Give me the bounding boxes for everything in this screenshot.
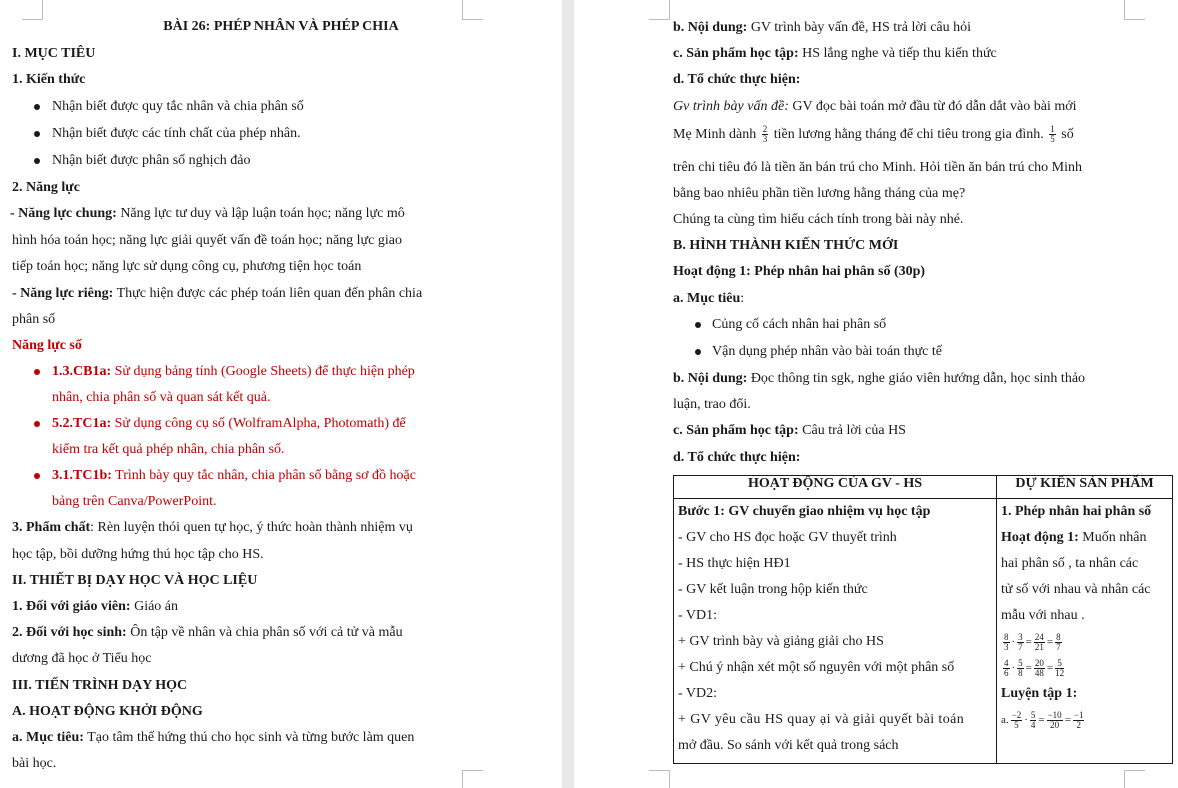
qualities-cont: học tập, bồi dưỡng hứng thú học tập cho HS.: [12, 547, 264, 562]
bullet: [695, 349, 701, 355]
fraction: $\frac{1}{5}$: [1050, 124, 1055, 145]
crop-mark: [1124, 0, 1145, 20]
bullet: [34, 421, 40, 427]
crop-mark: [462, 770, 483, 788]
table-line: Hoạt động 1: Muốn nhân: [1001, 530, 1147, 545]
content-b: b. Nội dung: GV trình bày vấn đề, HS trả lời câu hỏi: [673, 20, 972, 35]
bullet: [34, 131, 40, 137]
specific-competence: - Năng lực riêng: Thực hiện được các phép toán liên quan đến phân chia: [12, 286, 423, 301]
bullet: [34, 369, 40, 375]
table-line: mẫu với nhau .: [1001, 608, 1085, 623]
table-line: Bước 1: GV chuyển giao nhiệm vụ học tập: [678, 504, 931, 519]
general-competence-cont: hình hóa toán học; năng lực giải quyết vấn đề toán học; năng lực giao: [12, 233, 402, 248]
table-line: hai phân số , ta nhân các: [1001, 556, 1139, 571]
crop-mark: [649, 0, 670, 20]
content-b2-cont: luận, trao đổi.: [673, 397, 751, 412]
knowledge-item: Nhận biết được các tính chất của phép nhân.: [52, 126, 301, 141]
crop-mark: [649, 770, 670, 788]
specific-competence-cont: phân số: [12, 312, 56, 327]
table-line: - GV kết luận trong hộp kiến thức: [678, 582, 868, 597]
organization-d: d. Tổ chức thực hiện:: [673, 72, 801, 87]
digital-item-cont: nhân, chia phân số và quan sát kết quả.: [52, 390, 271, 405]
table-line: + GV yêu cầu HS quay ại và giải quyết bài toán: [678, 712, 965, 727]
left-page: [0, 0, 562, 788]
table-cell-products: [997, 499, 1173, 764]
objective-item: Củng cố cách nhân hai phân số: [712, 317, 887, 332]
crop-mark: [462, 0, 483, 20]
product-c2: c. Sản phẩm học tập: Câu trả lời của HS: [673, 423, 906, 438]
table-line: Luyện tập 1:: [1001, 686, 1078, 701]
general-competence: - Năng lực chung: Năng lực tư duy và lập luận toán học; năng lực mô: [10, 206, 405, 221]
warmup-objective-cont: bài học.: [12, 756, 57, 771]
activity-1-title: Hoạt động 1: Phép nhân hai phân số (30p): [673, 264, 926, 279]
table-line: - HS thực hiện HĐ1: [678, 556, 791, 571]
student-materials-cont: dương đã học ở Tiểu học: [12, 651, 152, 666]
general-competence-cont: tiếp toán học; năng lực sử dụng công cụ, phương tiện học toán: [12, 259, 362, 274]
section-objectives: I. MỤC TIÊU: [12, 46, 96, 61]
table-line: + Chú ý nhận xét một số nguyên với một phân số: [678, 660, 955, 675]
digital-item: 5.2.TC1a: Sử dụng công cụ số (WolframAlpha, Photomath) để: [52, 416, 406, 431]
table-line: - VD1:: [678, 608, 718, 623]
digital-item: 3.1.TC1b: Trình bày quy tắc nhân, chia phân số bằng sơ đồ hoặc: [52, 468, 416, 483]
bullet: [34, 104, 40, 110]
section-process: III. TIẾN TRÌNH DẠY HỌC: [12, 678, 188, 693]
digital-item: 1.3.CB1a: Sử dụng bảng tính (Google Sheets) để thực hiện phép: [52, 364, 415, 379]
heading-warmup: A. HOẠT ĐỘNG KHỞI ĐỘNG: [12, 704, 203, 719]
problem-line-1: Mẹ Minh dành $\frac{2}{3}$ tiền lương hằng tháng để chi tiêu trong gia đình. $\frac{1}{5}$ số: [673, 124, 1074, 145]
warmup-objective: a. Mục tiêu: Tạo tâm thế hứng thú cho học sinh và từng bước làm quen: [12, 730, 415, 745]
lesson-title: BÀI 26: PHÉP NHÂN VÀ PHÉP CHIA: [163, 19, 399, 34]
organization-d2: d. Tổ chức thực hiện:: [673, 450, 801, 465]
problem-line-3: bằng bao nhiêu phần tiền lương hằng tháng của mẹ?: [673, 186, 966, 201]
knowledge-item: Nhận biết được quy tắc nhân và chia phân số: [52, 99, 304, 114]
product-c: c. Sản phẩm học tập: HS lắng nghe và tiếp thu kiến thức: [673, 46, 997, 61]
math-exercise: a. $\frac{-2}{5}$ · $\frac{5}{4}$ = $\frac{-10}{20}$ = $\frac{-1}{2}$: [1001, 709, 1084, 730]
student-materials: 2. Đối với học sinh: Ôn tập về nhân và chia phân số với cả tử và mẫu: [12, 625, 403, 640]
section-new-knowledge: B. HÌNH THÀNH KIẾN THỨC MỚI: [673, 238, 899, 253]
crop-mark: [1124, 770, 1145, 788]
table-header: HOẠT ĐỘNG CỦA GV - HS: [674, 476, 997, 499]
knowledge-item: Nhận biết được phân số nghịch đảo: [52, 153, 251, 168]
activity-table: [673, 475, 1173, 764]
crop-mark: [22, 0, 43, 20]
table-line: + GV trình bày và giảng giải cho HS: [678, 634, 884, 649]
content-b2: b. Nội dung: Đọc thông tin sgk, nghe giáo viên hướng dẫn, học sinh thảo: [673, 371, 1086, 386]
heading-knowledge: 1. Kiến thức: [12, 72, 86, 87]
bullet: [34, 473, 40, 479]
digital-item-cont: bảng trên Canva/PowerPoint.: [52, 494, 217, 509]
heading-digital-competence: Năng lực số: [12, 338, 82, 353]
bullet: [695, 322, 701, 328]
teacher-presents: Gv trình bày vấn đề: GV đọc bài toán mở đầu từ đó dẫn dắt vào bài mới: [673, 99, 1077, 114]
table-line: - GV cho HS đọc hoặc GV thuyết trình: [678, 530, 897, 545]
table-header: DỰ KIẾN SẢN PHẨM: [997, 476, 1173, 499]
problem-line-2: trên chi tiêu đó là tiền ăn bán trú cho Minh. Hỏi tiền ăn bán trú cho Minh: [673, 160, 1083, 175]
teacher-materials: 1. Đối với giáo viên: Giáo án: [12, 599, 179, 614]
section-equipment: II. THIẾT BỊ DẠY HỌC VÀ HỌC LIỆU: [12, 573, 258, 588]
bullet: [34, 158, 40, 164]
digital-item-cont: kiểm tra kết quả phép nhân, chia phân số.: [52, 442, 285, 457]
objective-item: Vận dụng phép nhân vào bài toán thực tế: [712, 344, 942, 359]
objective-a: a. Mục tiêu:: [673, 291, 745, 306]
table-line: tử số với nhau và nhân các: [1001, 582, 1151, 597]
problem-line-4: Chúng ta cùng tìm hiểu cách tính trong bài này nhé.: [673, 212, 964, 227]
math-example: $\frac{8}{3}$ · $\frac{3}{7}$ = $\frac{24}{21}$ = $\frac{8}{7}$: [1004, 631, 1061, 652]
table-line: 1. Phép nhân hai phân số: [1001, 504, 1152, 519]
table-cell-activities: [674, 499, 997, 764]
heading-competence: 2. Năng lực: [12, 180, 80, 195]
table-line: - VD2:: [678, 686, 718, 701]
qualities: 3. Phẩm chất: Rèn luyện thói quen tự học, ý thức hoàn thành nhiệm vụ: [12, 520, 413, 535]
fraction: $\frac{2}{3}$: [762, 124, 768, 145]
math-example: $\frac{4}{6}$ · $\frac{5}{8}$ = $\frac{20}{48}$ = $\frac{5}{12}$: [1004, 657, 1065, 678]
table-line: mở đầu. So sánh với kết quả trong sách: [678, 738, 899, 753]
